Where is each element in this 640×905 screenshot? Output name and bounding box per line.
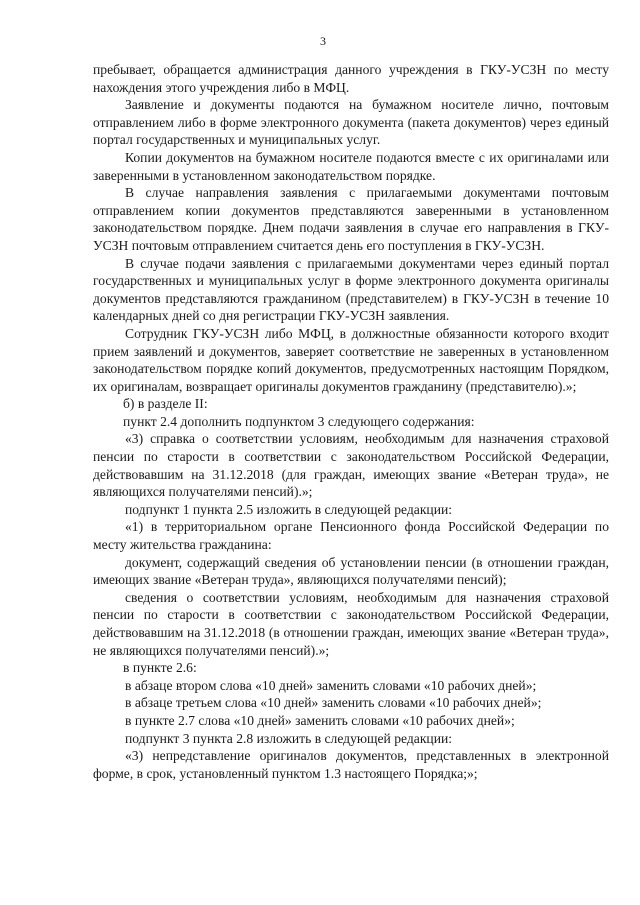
paragraph: в пункте 2.6: bbox=[123, 660, 197, 676]
paragraph: подпункт 3 пункта 2.8 изложить в следующей редакции: bbox=[125, 730, 453, 746]
paragraph: пребывает, обращается администрация данного учреждения в ГКУ-УСЗН по месту нахождения этого учреждения либо в МФЦ. bbox=[93, 62, 609, 95]
paragraph: «3) непредставление оригиналов документов, представленных в электронной форме, в срок, установленный пунктом 1.3 настоящего Порядка;»; bbox=[93, 748, 609, 781]
paragraph: «1) в территориальном органе Пенсионного фонда Российской Федерации по месту жительства гражданина: bbox=[93, 519, 609, 553]
paragraph: в абзаце втором слова «10 дней» заменить словами «10 рабочих дней»; bbox=[125, 677, 537, 693]
paragraph: в пункте 2.7 слова «10 дней» заменить словами «10 рабочих дней»; bbox=[125, 712, 515, 728]
paragraph: подпункт 1 пункта 2.5 изложить в следующей редакции: bbox=[125, 501, 453, 517]
page-number: 3 bbox=[320, 34, 326, 48]
paragraph: В случае направления заявления с прилагаемыми документами почтовым отправлением копии документов представляются заверенными в установленном законодательством порядке. Днем подачи заявления в случае его направления в ГКУ-УСЗН почтовым отправлением считается день его поступления в ГКУ-УСЗН. bbox=[93, 185, 609, 253]
paragraph: сведения о соответствии условиям, необходимым для назначения страховой пенсии по старости в соответствии с законодательством Российской Федерации, действовавшим на 31.12.2018 (в отношении граждан, имеющих звание «Ветеран труда», не являющихся получателями пенсий).»; bbox=[93, 589, 609, 658]
paragraph: документ, содержащий сведения об установлении пенсии (в отношении граждан, имеющих звание «Ветеран труда», являющихся получателями пенсий); bbox=[93, 554, 609, 588]
document-body bbox=[93, 61, 609, 782]
paragraph: Сотрудник ГКУ-УСЗН либо МФЦ, в должностные обязанности которого входит прием заявлений и документов, заверяет соответствие не заверенных в установленном законодательством порядке копий документов, предусмотренных настоящим Порядком, их оригиналам, возвращает оригиналы документов гражданину (представителю).»; bbox=[93, 325, 609, 394]
paragraph: В случае подачи заявления с прилагаемыми документами через единый портал государственных и муниципальных услуг в форме электронного документа оригиналы документов представляются гражданином (представителем) в ГКУ-УСЗН в течение 10 календарных дней со дня регистрации ГКУ-УСЗН заявления. bbox=[93, 255, 609, 324]
paragraph: Заявление и документы подаются на бумажном носителе лично, почтовым отправлением либо в форме электронного документа (пакета документов) через единый портал государственных и муниципальных услуг. bbox=[93, 97, 609, 148]
paragraph: б) в разделе II: bbox=[123, 396, 208, 412]
paragraph: пункт 2.4 дополнить подпунктом 3 следующего содержания: bbox=[123, 413, 475, 429]
paragraph: в абзаце третьем слова «10 дней» заменить словами «10 рабочих дней»; bbox=[125, 695, 542, 711]
paragraph: «3) справка о соответствии условиям, необходимым для назначения страховой пенсии по старости в соответствии с законодательством Российской Федерации, действовавшим на 31.12.2018 (для граждан, имеющих звание «Ветеран труда», не являющихся получателями пенсий).»; bbox=[93, 431, 609, 500]
paragraph: Копии документов на бумажном носителе подаются вместе с их оригиналами или заверенными в установленном законодательством порядке. bbox=[93, 149, 609, 183]
